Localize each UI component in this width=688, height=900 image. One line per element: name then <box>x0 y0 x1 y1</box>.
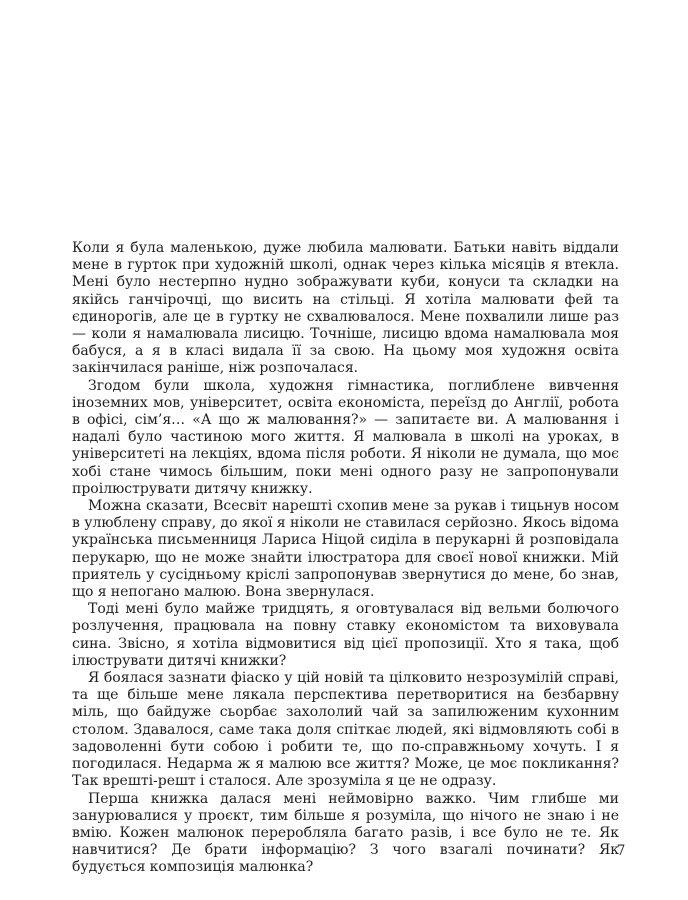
body-paragraph: Я боялася зазнати фіаско у цій новій та цілковито незрозумілій справі, та ще більше мене лякала перспектива перетворитися на безбарвну міль, що байдуже сьорбає захололий чай за запилюженим кухонним столом. Здавалося, саме така доля спіткає людей, які відмовляють собі в задоволенні бути собою і робити те, що по-справжньому хочуть. І я погодилася. Недарма ж я малюю все життя? Може, це моє покликання? Так врешті-решт і сталося. Але зрозуміла я це не одразу. <box>72 670 619 790</box>
page-number: 7 <box>616 843 626 859</box>
body-paragraph: Згодом були школа, художня гімнастика, поглиблене вивчення іноземних мов, університет, освіта економіста, переїзд до Англії, робота в офісі, сім’я… «А що ж малювання?» — запитаєте ви. А малювання і надалі було частиною мого життя. Я малювала в школі на уроках, в університеті на лекціях, вдома після роботи. Я ніколи не думала, що моє хобі стане чимось більшим, поки мені одного разу не запропонували проілюструвати дитячу книжку. <box>72 377 619 497</box>
body-paragraph: Перша книжка далася мені неймовірно важко. Чим глибше ми занурювалися у проєкт, тим більше я розуміла, що нічого не знаю і не вмію. Кожен малюнок переробляла багато разів, і все було не те. Як навчитися? Де брати інформацію? З чого взагалі починати? Як будується композиція малюнка? <box>72 790 619 876</box>
body-paragraph: Можна сказати, Всесвіт нарешті схопив мене за рукав і тицьнув носом в улюблену справу, до якої я ніколи не ставилася серйозно. Якось відома українська письменниця Лариса Ніцой сиділа в перукарні й розповідала перукарю, що не може знайти ілюстратора для своєї нової книжки. Мій приятель у сусідньому кріслі запропонував звернутися до мене, бо знав, що я непогано малюю. Вона звернулася. <box>72 498 619 601</box>
body-paragraph: Коли я була маленькою, дуже любила малювати. Батьки навіть віддали мене в гурток при художній школі, однак через кілька місяців я втекла. Мені було нестерпно нудно зображувати куби, конуси та складки на якійсь ганчірочці, що висить на стільці. Я хотіла малювати фей та єдинорогів, але це в гуртку не схвалювалося. Мене похвалили лише раз — коли я намалювала лисицю. Точніше, лисицю вдома намалювала моя бабуся, а я в класі видала її за свою. На цьому моя художня освіта закінчилася раніше, ніж розпочалася. <box>72 240 619 377</box>
body-paragraph: Тоді мені було майже тридцять, я оговтувалася від вельми болючого розлучення, працювала на повну ставку економістом та виховувала сина. Звісно, я хотіла відмовитися від цієї пропозиції. Хто я така, щоб ілюструвати дитячі книжки? <box>72 601 619 669</box>
page-text-block <box>72 240 619 877</box>
